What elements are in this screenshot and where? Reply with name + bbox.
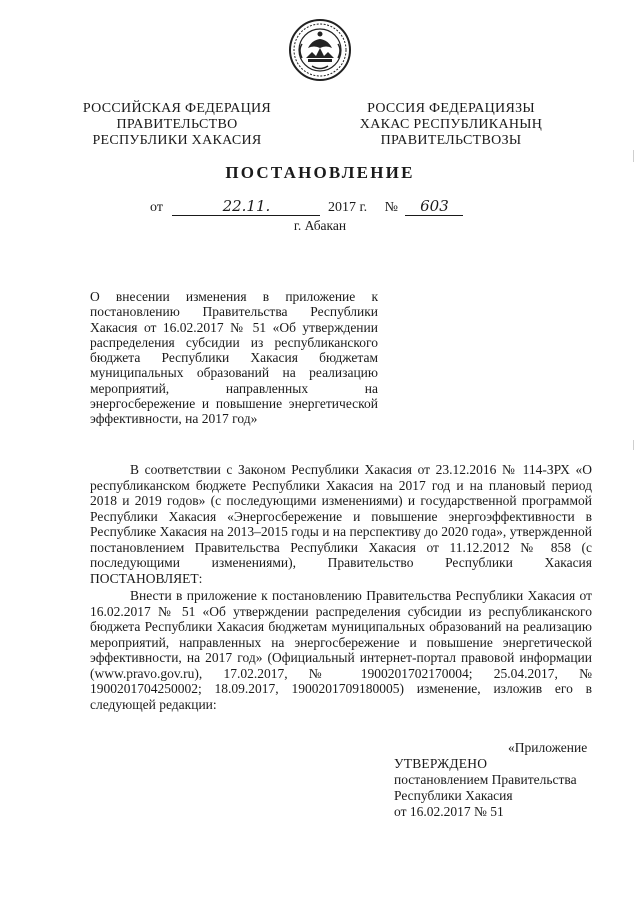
- body-paragraph: В соответствии с Законом Республики Хакасия от 23.12.2016 № 114-ЗРХ «О республиканском бюджете Республики Хакасия на 2017 год и на плановый период 2018 и 2019 годов» (с последующими изменениями) и государственной программой Республики Хакасия «Энергосбережение и повышение энергоэффективности в Республике Хакасия на 2013–2015 годы и на перспективу до 2020 года», утвержденной постановлением Правительства Республики Хакасия от 11.12.2012 № 858 (с последующими изменениями), Правительство Республики Хакасия ПОСТАНОВЛЯЕТ:: [90, 462, 592, 586]
- header-right-line: ПРАВИТЕЛЬСТВОЗЫ: [380, 133, 522, 148]
- header-left-line: ПРАВИТЕЛЬСТВО: [116, 117, 238, 132]
- approved-line: постановлением Правительства: [394, 772, 577, 787]
- header-left-line: РЕСПУБЛИКИ ХАКАСИЯ: [92, 133, 262, 148]
- subject-text: О внесении изменения в приложение к постановлению Правительства Республики Хакасия от 16.02.2017 № 51 «Об утверждении распределения субсидии из республиканского бюджета Республики Хакасия бюджетам муниципальных образований на реализацию мероприятий, направленных на энергосбережение и повышение энергетической эффективности, на 2017 год»: [90, 289, 378, 427]
- approved-heading: УТВЕРЖДЕНО: [394, 756, 488, 771]
- number-field: [405, 197, 463, 216]
- date-number-row: [150, 197, 463, 216]
- header-right: [352, 101, 550, 149]
- city-label: г. Абакан: [293, 218, 347, 233]
- document-title: ПОСТАНОВЛЕНИЕ: [225, 163, 415, 182]
- header-right-line: РОССИЯ ФЕДЕРАЦИЯЗЫ: [367, 101, 535, 116]
- number-prefix: №: [384, 200, 398, 215]
- scan-artifact: [633, 440, 634, 450]
- number-handwritten: 603: [420, 197, 449, 215]
- header-left-line: РОССИЙСКАЯ ФЕДЕРАЦИЯ: [82, 101, 272, 116]
- document-body: [90, 462, 592, 712]
- date-prefix: от: [150, 200, 163, 215]
- body-paragraph: Внести в приложение к постановлению Правительства Республики Хакасия от 16.02.2017 № 51 «Об утверждении распределения субсидии из республиканского бюджета Республики Хакасия бюджетам муниципальных образований на реализацию мероприятий, направленных на энергосбережение и повышение энергетической эффективности, на 2017 год» (Официальный интернет-портал правовой информации (www.pravo.gov.ru), 17.02.2017, № 1900201702170004; 25.04.2017, № 1900201704250002; 18.09.2017, 1900201709180005) изменение, изложив его в следующей редакции:: [90, 588, 592, 712]
- appendix-label: «Приложение: [508, 740, 588, 755]
- date-handwritten: 22.11.: [222, 197, 271, 215]
- approval-block: [394, 756, 577, 820]
- header-right-line: ХАКАС РЕСПУБЛИКАНЫҢ: [359, 117, 543, 132]
- scan-artifact: [633, 150, 634, 162]
- coat-of-arms-emblem: [288, 18, 352, 82]
- header-left: [82, 101, 272, 149]
- date-field: [172, 197, 320, 216]
- document-subject: [90, 289, 378, 427]
- year-label: 2017 г.: [327, 200, 368, 215]
- republic-coat-of-arms-icon: [288, 18, 352, 82]
- approved-line: от 16.02.2017 № 51: [394, 804, 504, 819]
- approved-line: Республики Хакасия: [394, 788, 513, 803]
